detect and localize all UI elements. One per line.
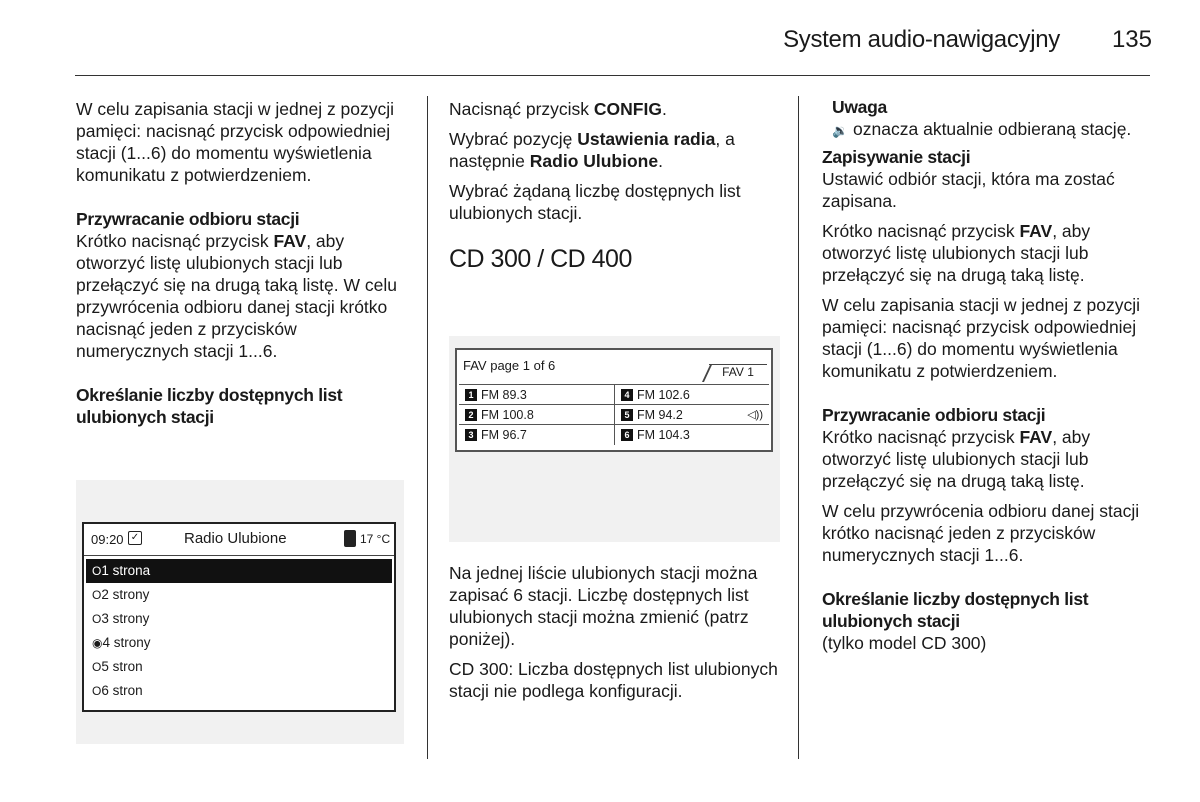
temperature-readout: 17 °C xyxy=(360,532,391,546)
header-divider xyxy=(75,75,1150,76)
fav-page-screen-image xyxy=(449,336,780,542)
station-cell: 2 FM 100.8 xyxy=(459,405,614,424)
heading-save-station: Zapisywanie stacji xyxy=(822,147,971,167)
paragraph-cd300-only: (tylko model CD 300) xyxy=(822,633,987,653)
page-header-title: System audio-nawigacyjny xyxy=(783,26,1060,53)
column-2-lower xyxy=(449,562,784,710)
paragraph-fav-list-capacity: Na jednej liście ulubionych stacji można zapisać 6 stacji. Liczbę dostępnych list ulubionych stacji można zmienić (patrz poniżej). xyxy=(449,563,758,649)
radio-favourites-display xyxy=(82,522,396,712)
section-heading-cd300-cd400: CD 300 / CD 400 xyxy=(449,245,632,273)
station-cell: 5 FM 94.2 ◁)) xyxy=(614,405,769,424)
column-1 xyxy=(76,98,414,428)
thermometer-icon xyxy=(344,530,356,547)
list-item-1-strona: O1 strona xyxy=(86,559,392,583)
speaker-icon: ◁)) xyxy=(747,409,763,421)
list-item-5-stron: O5 stron xyxy=(92,659,143,674)
display-title: Radio Ulubione xyxy=(184,530,287,547)
station-cell: 6 FM 104.3 xyxy=(614,425,769,445)
column-3 xyxy=(822,96,1158,662)
list-item-3-strony: O3 strony xyxy=(92,611,150,626)
radio-favourites-screen-image xyxy=(76,480,404,744)
favourite-count-list xyxy=(84,556,394,703)
station-grid xyxy=(459,384,769,445)
note-text: 🔉 oznacza aktualnie odbieraną stację. xyxy=(832,119,1132,139)
fav-tab: FAV 1 xyxy=(709,364,767,380)
station-row xyxy=(459,405,769,425)
paragraph-save-instruction: W celu zapisania stacji w jednej z pozycji pamięci: nacisnąć przycisk odpowiedniej stacji (1...6) do momentu wyświetlenia komunikatu z potwierdzeniem. xyxy=(76,99,395,185)
list-item-2-strony: O2 strony xyxy=(92,587,150,602)
radio-icon: O xyxy=(92,564,102,578)
note-title: Uwaga xyxy=(832,97,887,117)
list-item-4-strony: ◉4 strony xyxy=(92,635,151,650)
radio-icon: O xyxy=(92,612,102,626)
station-cell: 4 FM 102.6 xyxy=(614,385,769,404)
heading-restore-station: Przywracanie odbioru stacji xyxy=(76,209,300,229)
speaker-icon: 🔉 xyxy=(832,123,849,138)
radio-icon: O xyxy=(92,684,102,698)
heading-list-count: Określanie liczby dostępnych list ulubionych stacji xyxy=(822,589,1089,631)
page-number: 135 xyxy=(1111,26,1152,53)
note-box xyxy=(822,96,1158,142)
clock-time: 09:20 xyxy=(91,532,124,547)
radio-selected-icon: ◉ xyxy=(92,636,103,650)
station-cell: 1 FM 89.3 xyxy=(459,385,614,404)
radio-icon: O xyxy=(92,588,102,602)
fav-page-display xyxy=(455,348,773,452)
paragraph-select-setting: Wybrać pozycję Ustawienia radia, a następnie Radio Ulubione. xyxy=(449,129,735,171)
heading-restore-station: Przywracanie odbioru stacji xyxy=(822,405,1046,425)
display-status-bar xyxy=(84,524,394,556)
paragraph-restore-station: W celu przywrócenia odbioru danej stacji krótko nacisnąć jeden z przycisków numerycznych stacji 1...6. xyxy=(822,501,1140,565)
paragraph-restore-fav: Krótko nacisnąć przycisk FAV, aby otworzyć listę ulubionych stacji lub przełączyć się na drugą taką listę. xyxy=(822,427,1091,491)
column-2 xyxy=(449,98,784,274)
heading-list-count: Określanie liczby dostępnych list ulubionych stacji xyxy=(76,385,343,427)
paragraph-select-count: Wybrać żądaną liczbę dostępnych list ulubionych stacji. xyxy=(449,181,741,223)
paragraph-save-instruction: W celu zapisania stacji w jednej z pozycji pamięci: nacisnąć przycisk odpowiedniej stacji (1...6) do momentu wyświetlenia komunikatu z potwierdzeniem. xyxy=(822,295,1141,381)
paragraph-press-config: Nacisnąć przycisk CONFIG. xyxy=(449,99,667,119)
clock-icon: ✓ xyxy=(128,531,142,545)
list-item-6-stron: O6 stron xyxy=(92,683,143,698)
paragraph-open-favourites: Krótko nacisnąć przycisk FAV, aby otworzyć listę ulubionych stacji lub przełączyć się na drugą taką listę. xyxy=(822,221,1091,285)
fav-page-title: FAV page 1 of 6 xyxy=(463,358,556,373)
column-divider-1 xyxy=(427,96,428,759)
station-row xyxy=(459,425,769,445)
station-cell: 3 FM 96.7 xyxy=(459,425,614,445)
paragraph-tune-station: Ustawić odbiór stacji, która ma zostać zapisana. xyxy=(822,169,1115,211)
paragraph-cd300-note: CD 300: Liczba dostępnych list ulubionych stacji nie podlega konfiguracji. xyxy=(449,659,778,701)
paragraph-restore-station: Krótko nacisnąć przycisk FAV, aby otworzyć listę ulubionych stacji lub przełączyć się na drugą taką listę. W celu przywrócenia odbioru danej stacji krótko nacisnąć jeden z przycisków numerycznych stacji 1...6. xyxy=(76,231,397,361)
radio-icon: O xyxy=(92,660,102,674)
station-row xyxy=(459,385,769,405)
column-divider-2 xyxy=(798,96,799,759)
